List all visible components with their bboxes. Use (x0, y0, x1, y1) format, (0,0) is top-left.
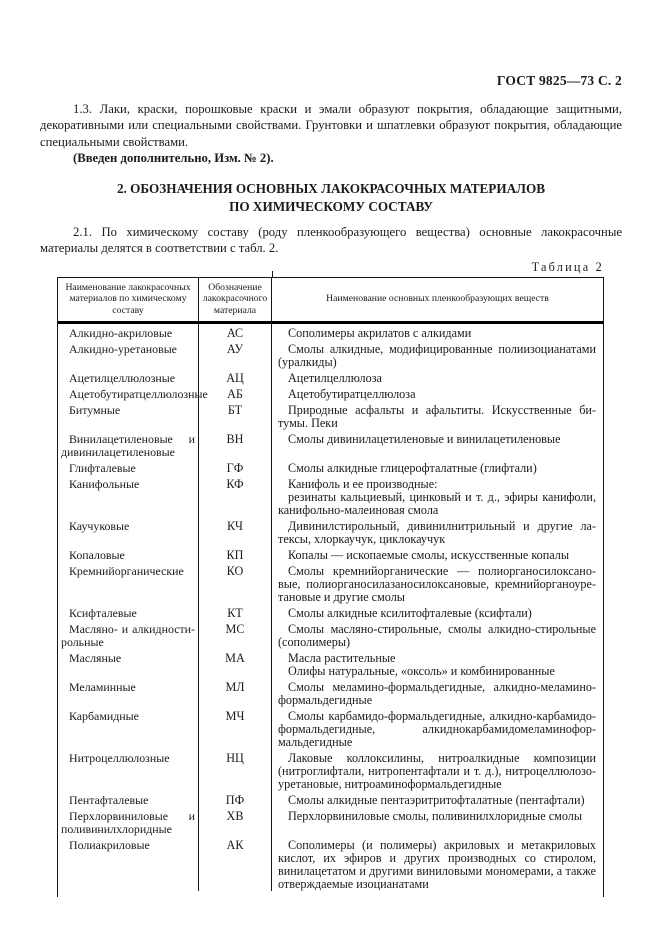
cell-material-code: ГФ (199, 459, 272, 475)
material-name-paragraph: Ксифталевые (69, 605, 137, 620)
binder-description-paragraph: Масла растительные (288, 650, 396, 665)
table-row (58, 324, 603, 340)
cell-material-name (58, 604, 199, 620)
material-name-paragraph: Ацетобутиратцеллюлозные (69, 386, 208, 401)
binder-description-paragraph: Копалы — ископаемые смолы, искусственные копалы (288, 547, 570, 562)
material-name-paragraph: Перхлорвиниловые и поливинилхлоридные (61, 808, 195, 836)
cell-binder-description (272, 546, 603, 562)
material-name-paragraph: Битумные (69, 402, 121, 417)
binder-description-paragraph: Смолы масляно-стирольные, смолы алкидно-стирольные (сополимеры) (278, 621, 596, 649)
cell-material-name (58, 807, 199, 836)
cell-binder-description (272, 369, 603, 385)
material-name-paragraph: Ацетилцеллюлозные (69, 370, 176, 385)
cell-material-code: АК (199, 836, 272, 891)
section-heading (40, 180, 622, 215)
table-row (58, 517, 603, 546)
binder-description-paragraph: Канифоль и ее производные: (288, 476, 438, 491)
binder-description-paragraph: Смолы алкидные, модифицированные полиизоцианатами (уралкиды) (278, 341, 596, 369)
cell-binder-description (272, 649, 603, 678)
table-row (58, 604, 603, 620)
material-name-paragraph: Глифталевые (69, 460, 136, 475)
cell-binder-description (272, 749, 603, 791)
cell-material-name (58, 836, 199, 891)
cell-material-code: АБ (199, 385, 272, 401)
cell-material-name (58, 385, 208, 401)
cell-material-code: АС (199, 324, 272, 340)
binder-description-paragraph: Смолы кремнийорганические — полиорганосилоксановые, полиорганосилазаносилоксановые, кремнийорганоуретановые и другие смолы (278, 563, 596, 604)
cell-material-code: КП (199, 546, 272, 562)
materials-table (57, 277, 604, 897)
table-row (58, 836, 603, 891)
material-name-paragraph: Масляно- и алкидностирольные (61, 621, 195, 649)
material-name-paragraph: Меламинные (69, 679, 136, 694)
table-row (58, 791, 603, 807)
cell-material-name (58, 340, 199, 369)
cell-material-code: КТ (199, 604, 272, 620)
cell-material-code: МС (199, 620, 272, 649)
binder-description-paragraph: Олифы натуральные, «оксоль» и комбинированные (288, 663, 555, 678)
header-cell-material-code: Обозначение лакокрасочного материала (199, 278, 272, 321)
cell-binder-description (272, 385, 603, 401)
cell-material-name (58, 517, 199, 546)
table-caption: Таблица 2 (531, 259, 604, 274)
material-name-paragraph: Полиакриловые (69, 837, 150, 852)
table-row (58, 340, 603, 369)
cell-material-name (58, 546, 199, 562)
table-row (58, 459, 603, 475)
cell-material-code: ПФ (199, 791, 272, 807)
binder-description-paragraph: Перхлорвиниловые смолы, поливинилхлоридные смолы (288, 808, 583, 823)
binder-description-paragraph: резинаты кальциевый, цинковый и т. д., эфиры канифоли, канифольно-малеиновая смола (278, 489, 596, 517)
cell-material-code: АУ (199, 340, 272, 369)
cell-binder-description (272, 459, 603, 475)
cell-material-name (58, 459, 199, 475)
material-name-paragraph: Каучуковые (69, 518, 130, 533)
binder-description-paragraph: Природные асфальты и афальтиты. Искусственные битумы. Пеки (278, 402, 596, 430)
cell-material-code: КО (199, 562, 272, 604)
cell-material-name (58, 562, 199, 604)
cell-material-name (58, 791, 199, 807)
binder-description-paragraph: Смолы карбамидо-формальдегидные, алкидно-карбамидо-формальдегидные, алкиднокарбамидомеламиноформальдегидные (278, 708, 596, 749)
page-content (40, 74, 622, 897)
table-row (58, 678, 603, 707)
table-row (58, 401, 603, 430)
header-cell-binder-description: Наименование основных пленкообразующих веществ (326, 293, 549, 305)
cell-material-code: КЧ (199, 517, 272, 546)
header-cell-material-name: Наименование лакокрасочных материалов по химическому составу (58, 278, 199, 321)
binder-description-paragraph: Смолы алкидные пентаэритритофталатные (пентафтали) (288, 792, 585, 807)
cell-material-name (58, 324, 199, 340)
cell-material-code: НЦ (199, 749, 272, 791)
material-name-paragraph: Масляные (69, 650, 122, 665)
cell-binder-description (272, 430, 603, 459)
material-name-paragraph: Канифольные (69, 476, 140, 491)
table-row (58, 430, 603, 459)
cell-material-name (58, 475, 199, 517)
table-row (58, 807, 603, 836)
cell-material-code: ХВ (199, 807, 272, 836)
cell-material-name (58, 649, 199, 678)
cell-binder-description (272, 475, 603, 517)
table-row (58, 546, 603, 562)
cell-material-name (58, 401, 199, 430)
material-name-paragraph: Кремнийорганические (69, 563, 184, 578)
introduced-note: (Введен дополнительно, Изм. № 2). (73, 150, 274, 165)
cell-binder-description (272, 678, 603, 707)
table-row (58, 369, 603, 385)
cell-material-code: АЦ (199, 369, 272, 385)
table-row (58, 385, 603, 401)
material-name-paragraph: Алкидно-акриловые (69, 325, 173, 340)
cell-material-name (58, 369, 199, 385)
cell-material-code: БТ (199, 401, 272, 430)
table-header-row (58, 278, 603, 324)
cell-binder-description (272, 604, 603, 620)
binder-description-paragraph: Смолы дивинилацетиленовые и винилацетиленовые (288, 431, 561, 446)
doc-reference: ГОСТ 9825—73 С. 2 (496, 73, 622, 88)
cell-binder-description (272, 620, 603, 649)
binder-description-paragraph: Ацетобутиратцеллюлоза (288, 386, 416, 401)
cell-material-name (58, 678, 199, 707)
section-heading-line-1: 2. ОБОЗНАЧЕНИЯ ОСНОВНЫХ ЛАКОКРАСОЧНЫХ МАТЕРИАЛОВ (116, 181, 546, 197)
table-row (58, 649, 603, 678)
paragraph-1-3: 1.3. Лаки, краски, порошковые краски и эмали образуют покрытия, обладающие защитными, декоративными или специальными свойствами. Грунтовки и шпатлевки образуют покрытия, обладающие специальными свойствами. (40, 102, 622, 149)
material-name-paragraph: Алкидно-уретановые (69, 341, 177, 356)
cell-material-code: МЧ (199, 707, 272, 749)
cell-binder-description (272, 836, 603, 891)
material-name-paragraph: Копаловые (69, 547, 125, 562)
material-name-paragraph: Пентафталевые (69, 792, 149, 807)
cell-binder-description (272, 807, 603, 836)
binder-description-paragraph: Смолы меламино-формальдегидные, алкидно-меламино-формальдегидные (278, 679, 596, 707)
table-row (58, 749, 603, 791)
cell-material-name (58, 430, 199, 459)
binder-description-paragraph: Сополимеры (и полимеры) акриловых и метакриловых кислот, их эфиров и других производных со стиролом, винилацетатом и другими виниловыми мономерами, а также отверждаемые изоцианатами (278, 837, 596, 891)
cell-binder-description (272, 401, 603, 430)
table-row (58, 620, 603, 649)
cell-binder-description (272, 324, 603, 340)
cell-binder-description (272, 562, 603, 604)
table-body (58, 324, 603, 897)
section-heading-line-2: ПО ХИМИЧЕСКОМУ СОСТАВУ (229, 198, 433, 214)
table-row (58, 707, 603, 749)
cell-material-code: МЛ (199, 678, 272, 707)
binder-description-paragraph: Смолы алкидные ксилитофталевые (ксифтали) (288, 605, 532, 620)
cell-material-name (58, 749, 199, 791)
table-row (58, 475, 603, 517)
binder-description-paragraph: Лаковые коллоксилины, нитроалкидные композиции (нитроглифтали, нитропентафтали и т. д.), нитроцеллюлозоуретановые, нитроаминоформальдегидные (278, 750, 596, 791)
binder-description-paragraph: Ацетилцеллюлоза (288, 370, 382, 385)
material-name-paragraph: Нитроцеллюлозные (69, 750, 170, 765)
cell-material-code: ВН (199, 430, 272, 459)
cell-binder-description (272, 340, 603, 369)
cell-binder-description (272, 517, 603, 546)
binder-description-paragraph: Смолы алкидные глицерофталатные (глифтали) (288, 460, 537, 475)
cell-material-code: КФ (199, 475, 272, 517)
paragraph-2-1: 2.1. По химическому составу (роду пленкообразующего вещества) основные лакокрасочные материалы делятся в соответствии с табл. 2. (40, 225, 622, 256)
cell-binder-description (272, 707, 603, 749)
cell-material-name (58, 620, 199, 649)
binder-description-paragraph: Сополимеры акрилатов с алкидами (288, 325, 472, 340)
cell-material-name (58, 707, 199, 749)
table-row (58, 562, 603, 604)
binder-description-paragraph: Дивинилстирольный, дивинилнитрильный и другие латексы, хлоркаучук, циклокаучук (278, 518, 596, 546)
material-name-paragraph: Винилацетиленовые и дивинилацетиленовые (61, 431, 195, 459)
cell-binder-description (272, 791, 603, 807)
material-name-paragraph: Карбамидные (69, 708, 139, 723)
cell-material-code: МА (199, 649, 272, 678)
